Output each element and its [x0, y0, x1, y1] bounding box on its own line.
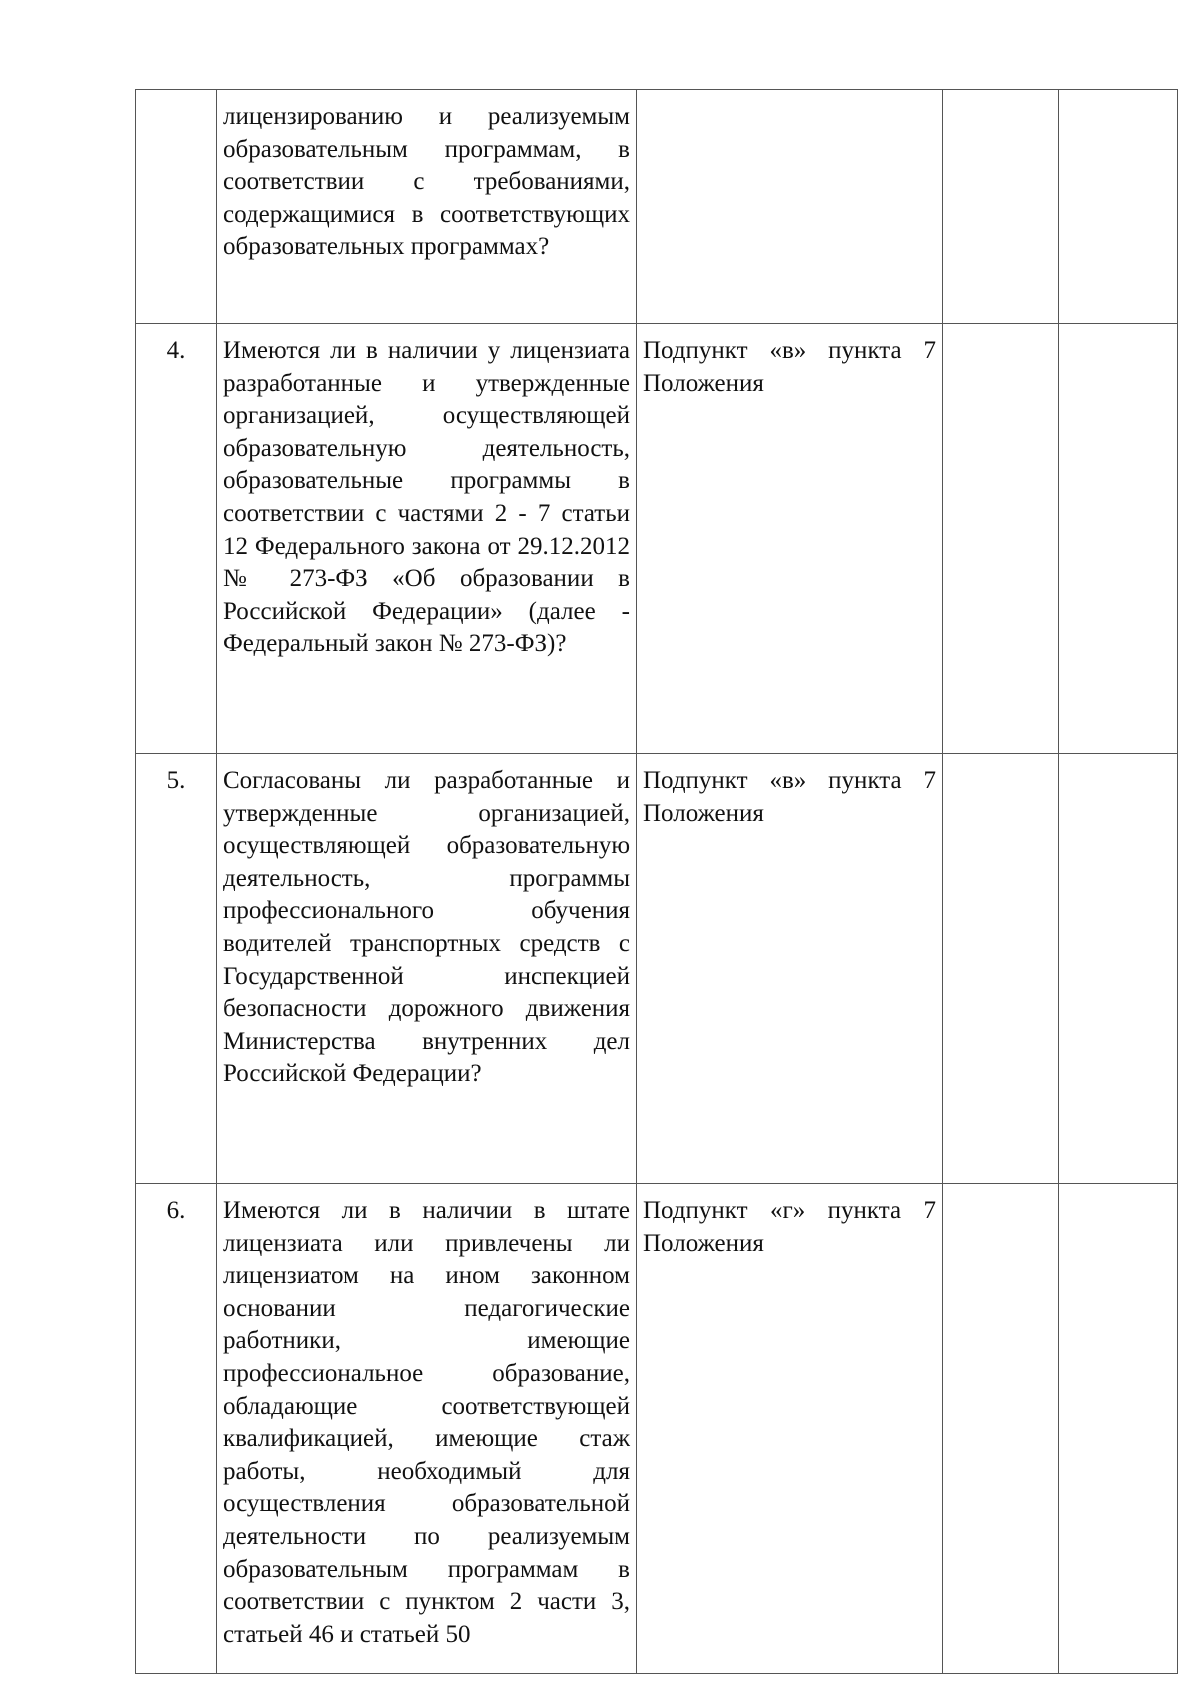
empty-cell — [1059, 90, 1178, 324]
table-row — [136, 754, 1178, 1184]
reference-text-line2: Положения — [643, 369, 764, 397]
question-cell — [217, 1184, 637, 1674]
table-row — [136, 324, 1178, 754]
table-row — [136, 1184, 1178, 1674]
reference-text-line2: Положения — [643, 799, 764, 827]
reference-cell — [637, 90, 943, 324]
row-number-cell — [136, 1184, 217, 1674]
question-text: лицензированию и реализуемым образовательным программам, в соответствии с требованиями, содержащимися в соответствующих образовательных программах? — [223, 103, 630, 261]
reference-text-line1: Подпункт «в» пункта 7 — [643, 337, 936, 364]
empty-cell — [1059, 1184, 1178, 1674]
empty-cell — [943, 324, 1059, 754]
reference-cell — [637, 754, 943, 1184]
question-text: Имеются ли в наличии в штате лицензиата или привлечены ли лицензиатом на ином законном основании педагогические работники, имеющие профессиональное образование, обладающие соответствующей квалификацией, имеющие стаж работы, необходимый для осуществления образовательной деятельности по реализуемым образовательным программам в соответствии с пунктом 2 части 3, статьей 46 и статьей 50 — [223, 1197, 630, 1648]
question-text: Имеются ли в наличии у лицензиата разработанные и утвержденные организацией, осуществляющей образовательную деятельность, образовательные программы в соответствии с частями 2 - 7 статьи 12 Федерального закона от 29.12.2012 № 273-ФЗ «Об образовании в Российской Федерации» (далее - Федеральный закон № 273-ФЗ)? — [223, 337, 630, 658]
checklist-table — [135, 89, 1178, 1674]
empty-cell — [943, 754, 1059, 1184]
question-cell — [217, 324, 637, 754]
table-row — [136, 90, 1178, 324]
row-number: 5. — [166, 767, 186, 794]
empty-cell — [943, 1184, 1059, 1674]
row-number-cell — [136, 324, 217, 754]
empty-cell — [943, 90, 1059, 324]
reference-cell — [637, 1184, 943, 1674]
row-number: 4. — [166, 337, 186, 364]
question-cell — [217, 90, 637, 324]
empty-cell — [1059, 754, 1178, 1184]
row-number-cell — [136, 754, 217, 1184]
reference-cell — [637, 324, 943, 754]
reference-text-line1: Подпункт «г» пункта 7 — [643, 1197, 936, 1224]
reference-text-line2: Положения — [643, 1229, 764, 1257]
row-number-cell — [136, 90, 217, 324]
question-cell — [217, 754, 637, 1184]
empty-cell — [1059, 324, 1178, 754]
question-text: Согласованы ли разработанные и утвержденные организацией, осуществляющей образовательную деятельность, программы профессионального обучения водителей транспортных средств с Государственной инспекцией безопасности дорожного движения Министерства внутренних дел Российской Федерации? — [223, 767, 630, 1088]
reference-text-line1: Подпункт «в» пункта 7 — [643, 767, 936, 794]
row-number: 6. — [166, 1197, 186, 1224]
